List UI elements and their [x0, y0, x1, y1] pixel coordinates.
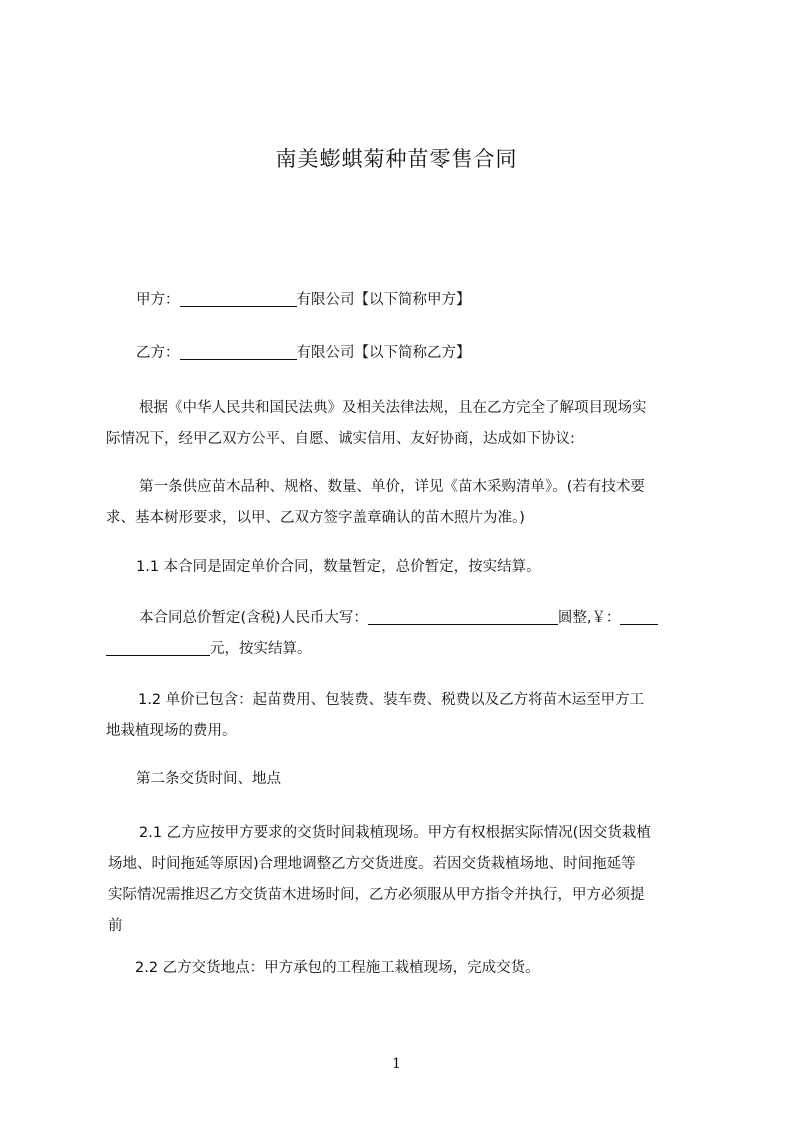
total-price-paragraph — [106, 603, 706, 665]
clause-2-1-paragraph — [106, 818, 706, 942]
clause-2-1-line-3: 实际情况需推迟乙方交货苗木进场时间，乙方必须服从甲方指令并执行，甲方必须提 — [108, 887, 645, 903]
party-b-blank — [180, 342, 297, 360]
total-price-prefix: 本合同总价暂定(含税)人民币大写： — [139, 610, 368, 626]
total-price-amount-blank-cont — [106, 638, 210, 656]
article-1-paragraph — [106, 472, 706, 534]
clause-1-2-line-2: 地栽植现场的费用。 — [106, 723, 237, 739]
clause-1-1: 1.1 本合同是固定单价合同，数量暂定，总价暂定，按实结算。 — [136, 559, 541, 575]
article-1-line-1: 第一条供应苗木品种、规格、数量、单价，详见《苗木采购清单》。(若有技术要 — [139, 479, 645, 495]
party-a-line — [106, 285, 734, 316]
party-b-line — [106, 338, 734, 369]
clause-2-2: 2.2 乙方交货地点：甲方承包的工程施工栽植现场，完成交货。 — [135, 960, 540, 976]
contract-title: 南美蟛蜞菊种苗零售合同 — [275, 147, 518, 171]
total-price-amount-blank — [620, 607, 658, 625]
clause-2-1-line-1: 2.1 乙方应按甲方要求的交货时间栽植现场。甲方有权根据实际情况(因交货栽植 — [139, 825, 651, 841]
total-price-mid: 圆整,￥： — [557, 610, 621, 626]
article-1-line-2: 求、基本树形要求，以甲、乙双方签字盖章确认的苗木照片为准。) — [106, 510, 525, 526]
party-a-label: 甲方： — [136, 292, 180, 308]
party-a-blank — [180, 289, 297, 307]
intro-line-2: 际情况下，经甲乙双方公平、自愿、诚实信用、友好协商，达成如下协议: — [106, 431, 575, 447]
total-price-suffix: 元，按实结算。 — [210, 641, 312, 657]
total-price-words-blank — [368, 607, 558, 625]
clause-2-1-line-2: 场地、时间拖延等原因)合理地调整乙方交货进度。若因交货栽植场地、时间拖延等 — [108, 856, 636, 872]
party-b-label: 乙方： — [136, 345, 180, 361]
article-2-heading: 第二条交货时间、地点 — [136, 771, 281, 787]
total-price-line-2 — [106, 634, 706, 665]
page-number: 1 — [392, 1056, 401, 1072]
intro-paragraph — [106, 393, 706, 455]
party-a-suffix: 有限公司【以下简称甲方】 — [296, 292, 471, 308]
party-b-suffix: 有限公司【以下简称乙方】 — [296, 345, 471, 361]
clause-1-2-line-1: 1.2 单价已包含：起苗费用、包装费、装车费、税费以及乙方将苗木运至甲方工 — [138, 692, 645, 708]
intro-line-1: 根据《中华人民共和国民法典》及相关法律法规，且在乙方完全了解项目现场实 — [139, 400, 647, 416]
total-price-line-1 — [106, 603, 706, 634]
clause-1-2-paragraph — [106, 685, 706, 747]
clause-2-1-line-4: 前 — [108, 918, 123, 934]
